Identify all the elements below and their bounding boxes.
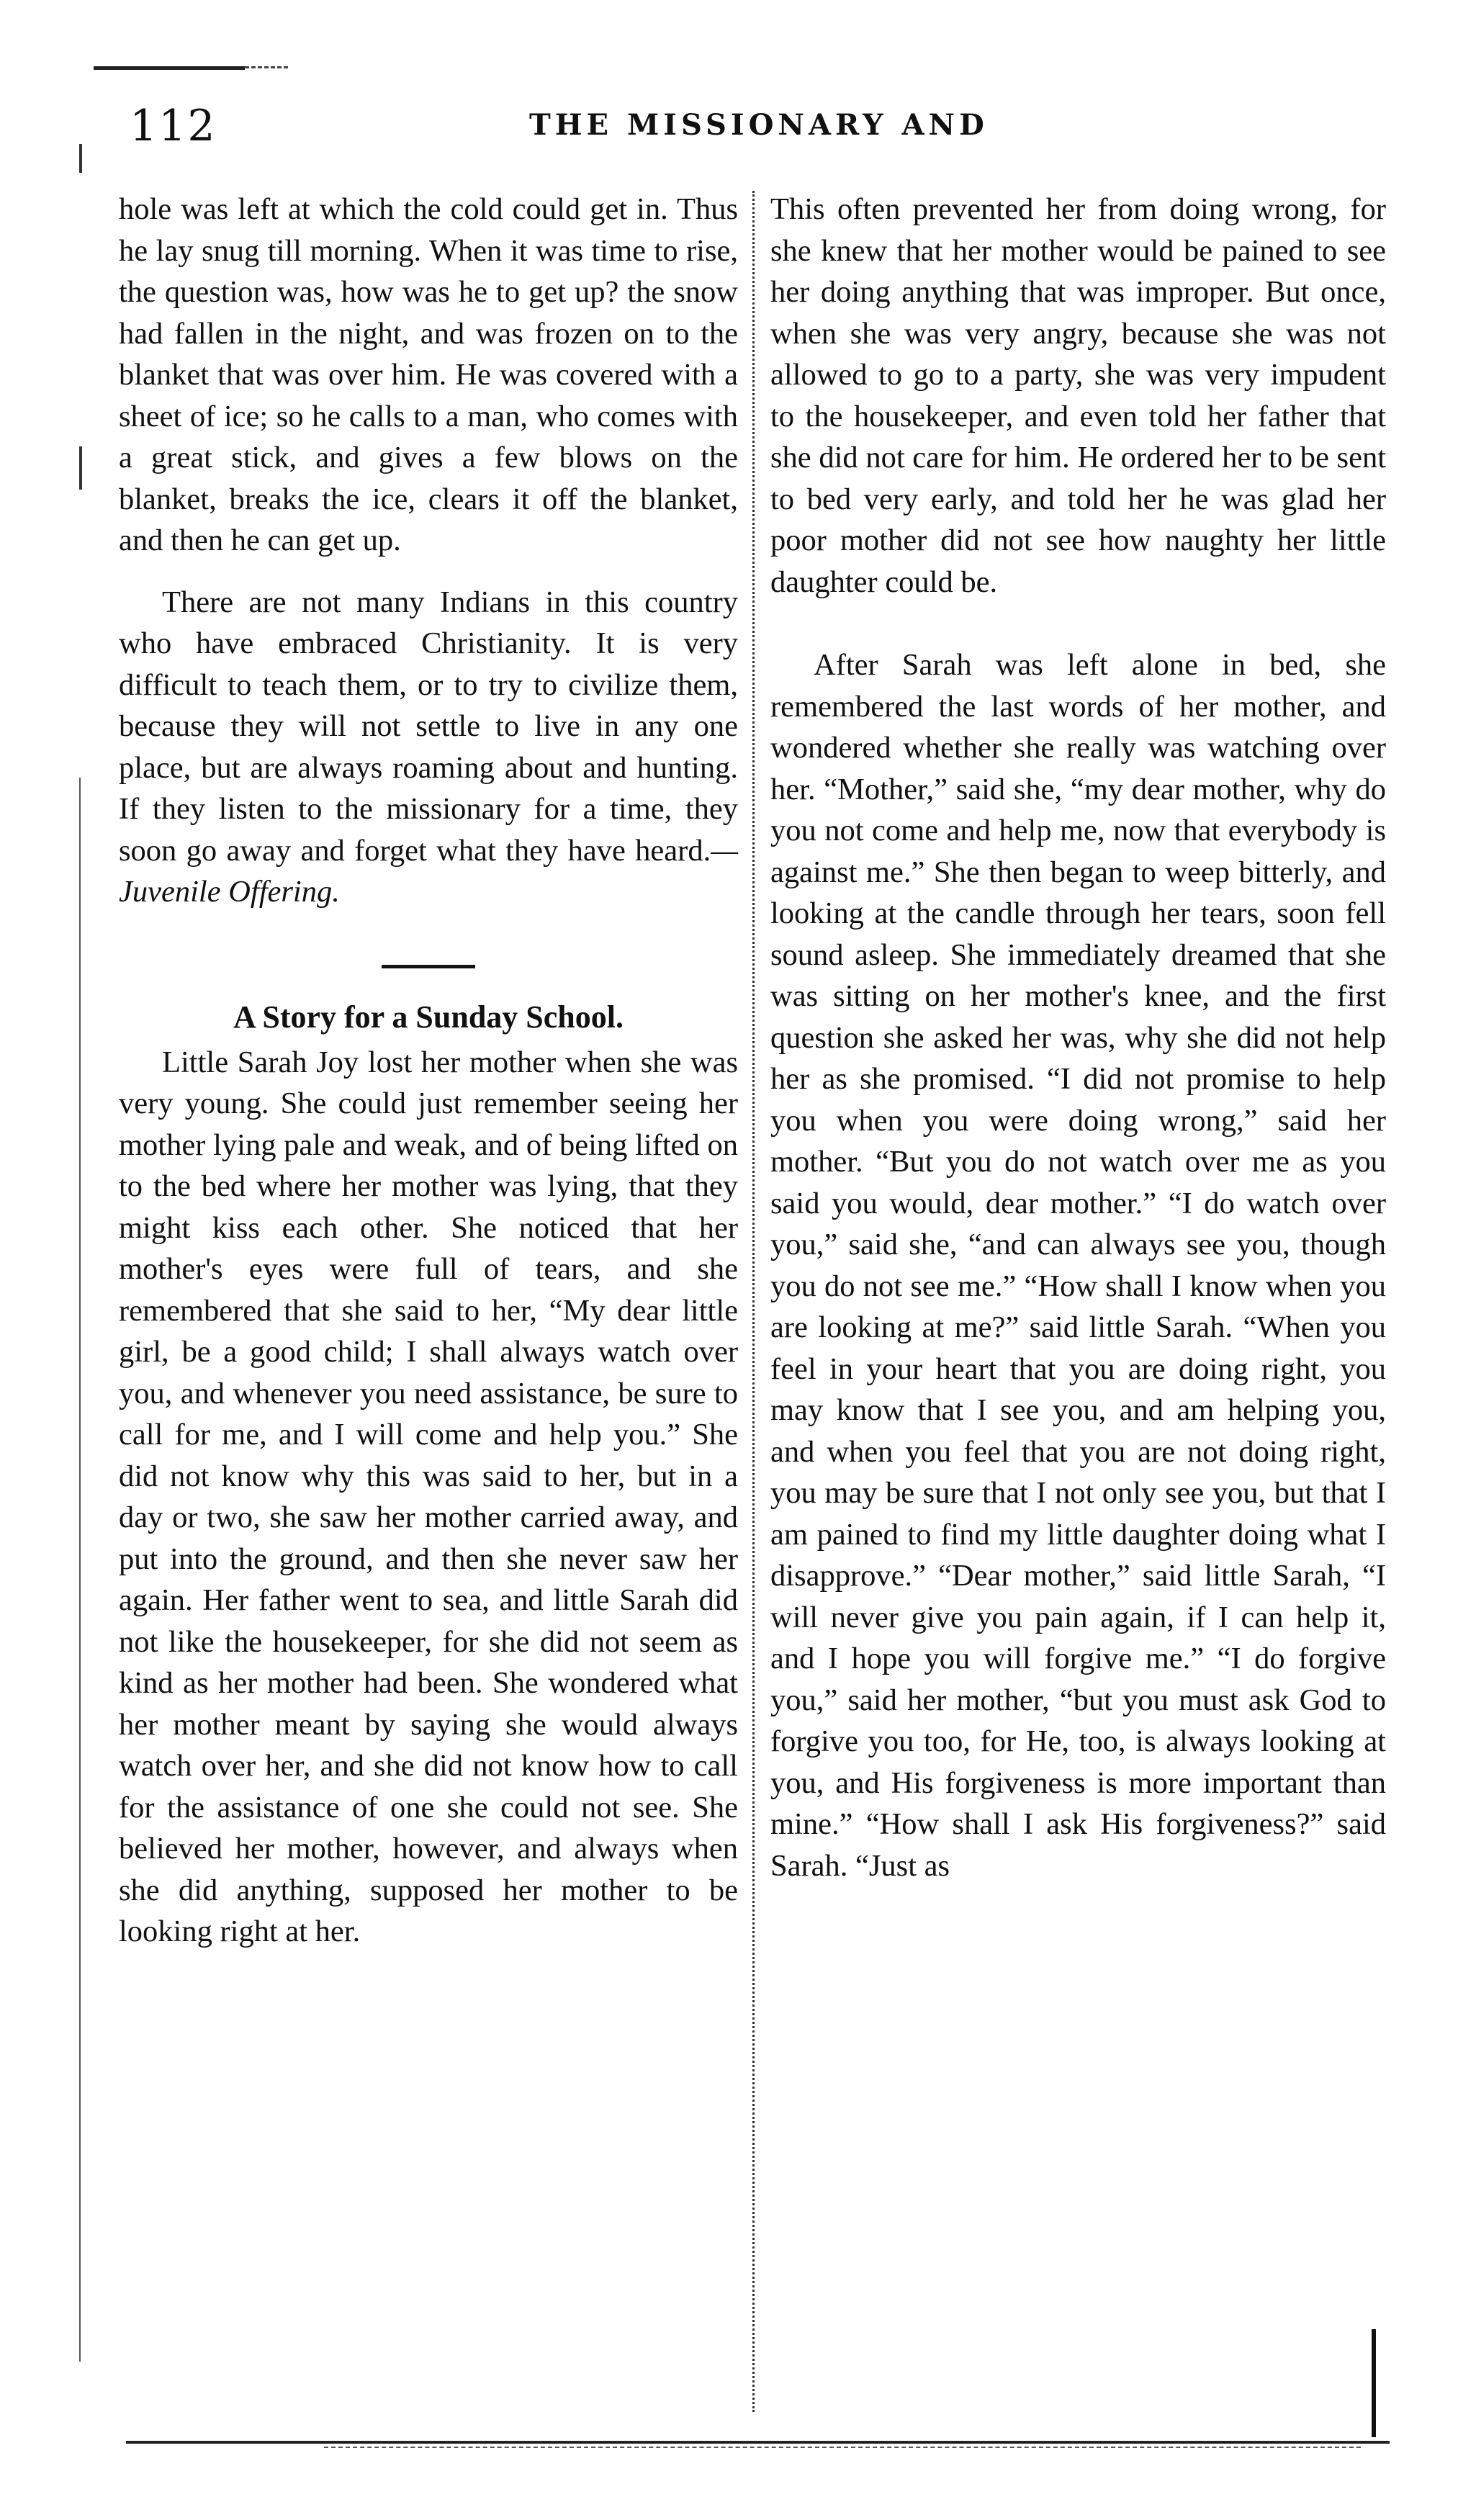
right-paragraph-2: After Sarah was left alone in bed, she remembered the last words of her mother, and wondered whether she really was watching over her. “Mother,” said she, “my dear mother, why do you not come and help me, now that everybody is against me.” She then began to weep bitterly, and looking at the candle through her tears, soon fell sound asleep. She immediately dreamed that she was sitting on her mother's knee, and the first question she asked her was, why she did not help her as she promised. “I did not promise to help you when you were doing wrong,” said her mother. “But you do not watch over me as you said you would, dear mother.” “I do watch over you,” said she, “and can always see you, though you do not see me.” “How shall I know when you are looking at me?” said little Sarah. “When you feel in your heart that you are doing right, you may know that I see you, and am helping you, and when you feel that you are not doing right, you may be sure that I not only see you, but that I am pained to find my little daughter doing what I disapprove.” “Dear mother,” said little Sarah, “I will never give you pain again, if I can help it, and I hope you will forgive me.” “I do forgive you,” said her mother, “but you must ask God to forgive you too, for He, too, is always looking at you, and His forgiveness is more important than mine.” “How shall I ask His forgiveness?” said Sarah. “Just as bbox=[770, 648, 1386, 1883]
bottom-dash-rule bbox=[324, 2447, 1361, 2448]
right-column bbox=[770, 189, 1386, 1886]
left-edge-mark bbox=[79, 446, 82, 490]
bottom-rule bbox=[126, 2441, 1390, 2444]
top-rule bbox=[94, 66, 245, 70]
left-column bbox=[119, 189, 738, 1953]
top-dash-rule bbox=[245, 66, 288, 68]
left-paragraph-2-text: There are not many Indians in this country who have embraced Christianity. It is very difficult to teach them, or to try to civilize them, because they will not settle to live in any one place, but are always roaming about and hunting. If they listen to the missionary for a time, they soon go away and forget what they have heard. bbox=[119, 585, 738, 868]
left-paragraph-3: Little Sarah Joy lost her mother when she was very young. She could just remember seeing her mother lying pale and weak, and of being lifted on to the bed where her mother was lying, that they might kiss each other. She noticed that her mother's eyes were full of tears, and she remembered that she said to her, “My dear little girl, be a good child; I shall always watch over you, and whenever you need assistance, be sure to call for me, and I will come and help you.” She did not know why this was said to her, but in a day or two, she saw her mother carried away, and put into the ground, and then she never saw her again. Her father went to sea, and little Sarah did not like the housekeeper, for she did not seem as kind as her mother had been. She wondered what her mother meant by saying she would always watch over her, and she did not know how to call for the assistance of one she could not see. She believed her mother, however, and always when she did anything, supposed her mother to be looking right at her. bbox=[119, 1045, 738, 1948]
column-rule bbox=[752, 191, 755, 2412]
running-title: THE MISSIONARY AND bbox=[529, 108, 989, 142]
source-attribution: —Juvenile Offering. bbox=[119, 833, 738, 909]
left-edge-mark bbox=[79, 144, 82, 173]
page-number: 112 bbox=[130, 101, 217, 151]
story-heading: A Story for a Sunday School. bbox=[233, 999, 624, 1035]
right-paragraph-1: This often prevented her from doing wrong, for she knew that her mother would be pained to see her doing anything that was improper. But once, when she was very angry, because she was not allowed to go to a party, she was very impudent to the housekeeper, and even told her father that she did not care for him. He ordered her to be sent to bed very early, and told her he was glad her poor mother did not see how naughty her little daughter could be. bbox=[770, 192, 1386, 599]
section-divider bbox=[382, 965, 475, 968]
left-paragraph-1: hole was left at which the cold could get in. Thus he lay snug till morning. When it was time to rise, the question was, how was he to get up? the snow had fallen in the night, and was frozen on to the blanket that was over him. He was covered with a sheet of ice; so he calls to a man, who comes with a great stick, and gives a few blows on the blanket, breaks the ice, clears it off the blanket, and then he can get up. bbox=[119, 192, 738, 557]
left-edge-mark bbox=[79, 778, 81, 2362]
left-paragraph-2 bbox=[119, 582, 738, 913]
right-edge-bar bbox=[1372, 2329, 1376, 2437]
